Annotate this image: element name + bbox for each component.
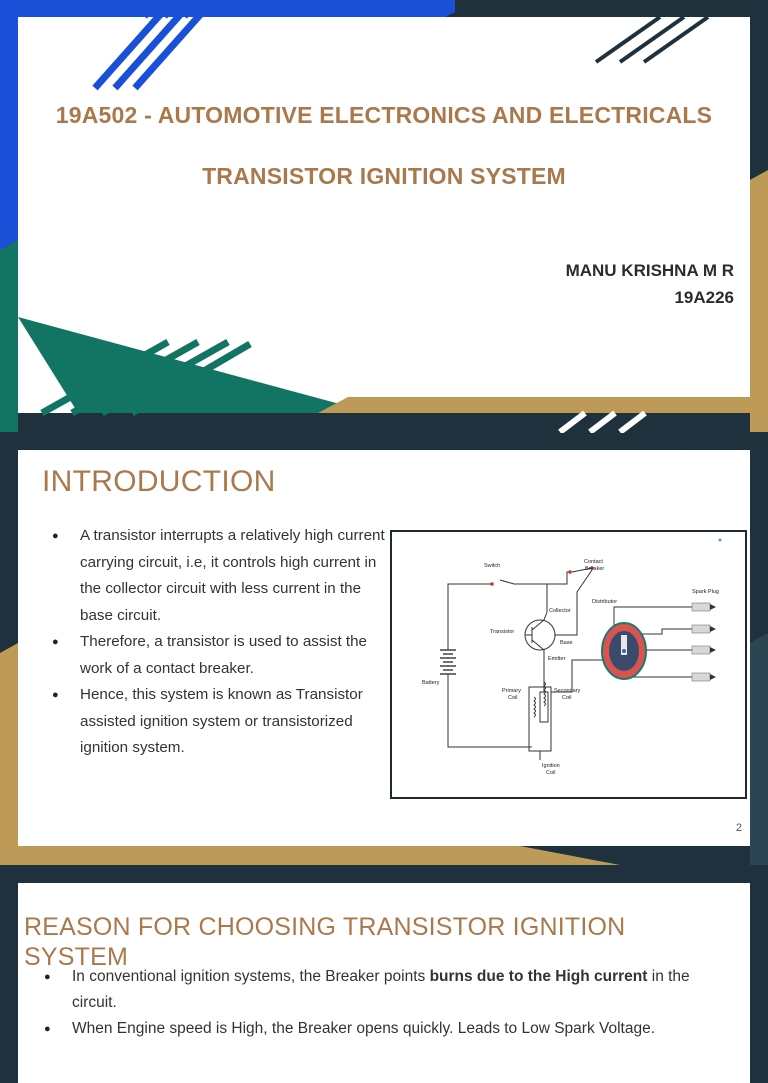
right-strip [750,633,768,865]
secondary-coil-label: Secondary [554,688,581,694]
secondary-coil-label: Coil [562,695,572,701]
spark-plug-icons [692,603,710,681]
slide-title: INTRODUCTION [42,465,276,498]
gold-bottom-strip [18,846,620,865]
stripes [0,0,768,432]
list-item: ● Hence, this system is known as Transistor assisted ignition system or transistorized ignition system. [52,682,392,762]
switch-label: Switch [484,563,501,569]
page-number: 2 [735,822,742,834]
circuit-drawing [392,532,745,797]
course-title: 19A502 - AUTOMOTIVE ELECTRONICS AND ELECTRICALS [55,102,713,128]
base-label: Base [560,640,573,646]
list-item: ● When Engine speed is High, the Breaker opens quickly. Leads to Low Spark Voltage. [44,1016,734,1042]
primary-coil-label: Primary [502,688,521,694]
collector-label: Collector [549,608,571,614]
ignition-coil-label: Coil [546,770,556,776]
blue-stripes [95,0,215,88]
bullet-text: in the circuit. [72,968,690,1011]
introduction-bullets [52,523,392,762]
distributor-label: Distributor [592,599,618,605]
transistor-label: Transistor [490,629,515,635]
teal-stripes [42,342,250,413]
slide-title: REASON FOR CHOOSING TRANSISTOR IGNITION SYSTEM [24,913,626,971]
bullet-emphasis: burns due to the High current [429,968,648,985]
title-slide [0,0,768,432]
reason-slide [0,866,768,1037]
white-stripes [560,413,645,432]
introduction-slide [0,433,768,865]
battery-label: Battery [422,680,440,686]
list-item [44,964,734,1016]
list-item: ● Therefore, a transistor is used to assist the work of a contact breaker. [52,629,392,682]
ignition-circuit-diagram [390,530,747,799]
reason-bullets [44,964,734,1042]
spark-plug-label: Spark Plug [692,589,719,595]
author-name: MANU KRISHNA M R [565,261,734,280]
contact-breaker-label: Contact [584,559,603,565]
primary-coil-label: Coil [508,695,518,701]
bullet-text: In conventional ignition systems, the Breaker points [72,968,430,985]
contact-breaker-label: Breaker [585,566,605,572]
author-block [566,257,734,311]
list-item: ● A transistor interrupts a relatively high current carrying circuit, i.e, it controls high current in the collector circuit with less current in the base circuit. [52,523,392,629]
presentation-title: TRANSISTOR IGNITION SYSTEM [202,163,566,189]
dark-stripes [596,17,708,62]
ignition-coil-label: Ignition [542,763,560,769]
emitter-label: Emitter [548,656,566,662]
author-id: 19A226 [674,288,734,307]
gold-left-strip [0,643,18,865]
